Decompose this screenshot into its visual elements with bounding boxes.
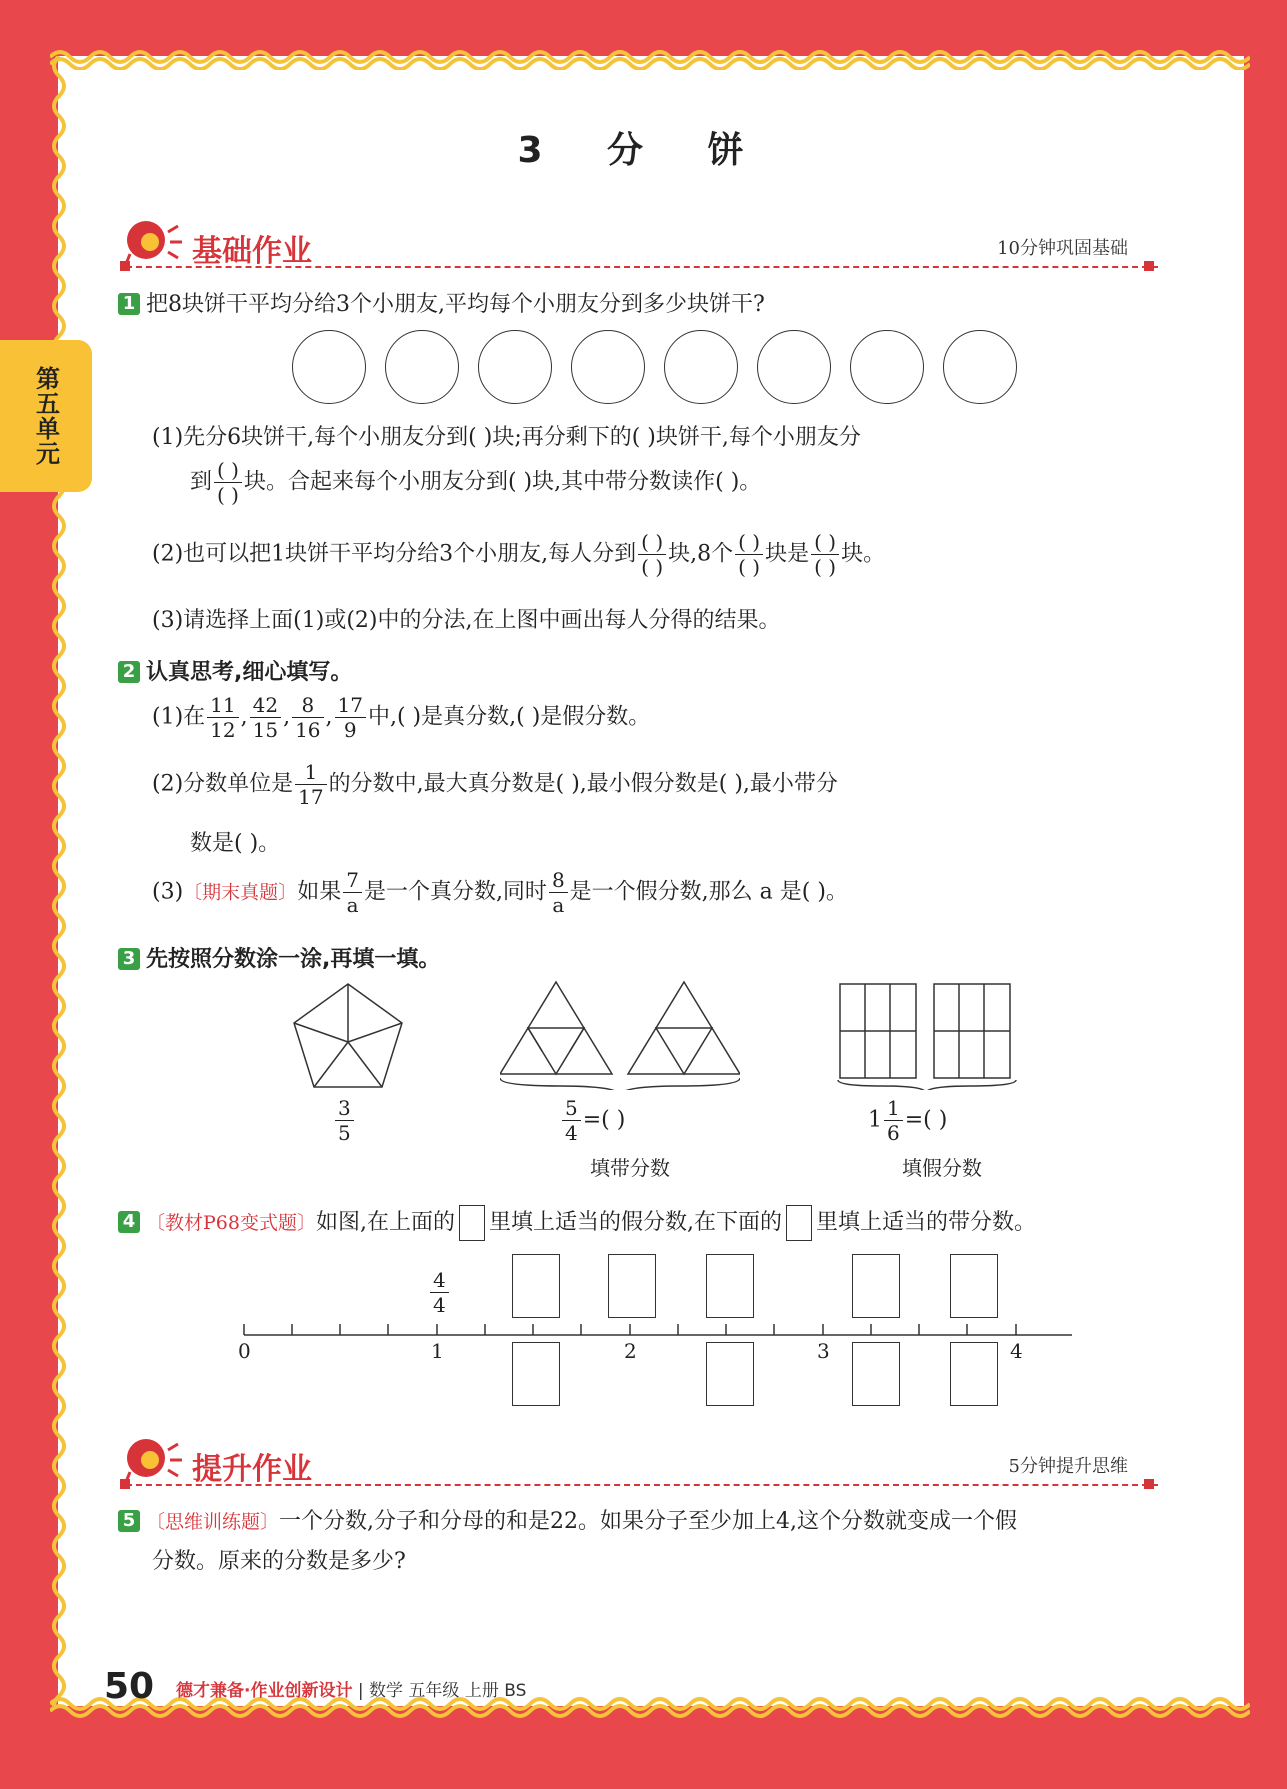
q3-number: 3 bbox=[118, 948, 140, 970]
answer-box-bottom[interactable] bbox=[852, 1342, 900, 1406]
q3-stem: 3 先按照分数涂一涂,再填一填。 bbox=[118, 942, 440, 973]
answer-box-top[interactable] bbox=[852, 1254, 900, 1318]
q5-line1: 5 〔思维训练题〕一个分数,分子和分母的和是22。如果分子至少加上4,这个分数就变成一个假 bbox=[118, 1504, 1017, 1535]
answer-box-bottom[interactable] bbox=[512, 1342, 560, 1406]
q1-part3: (3)请选择上面(1)或(2)中的分法,在上图中画出每人分得的结果。 bbox=[152, 608, 781, 633]
fraction: $\frac{7}{a}$ bbox=[343, 868, 362, 917]
q5-number: 5 bbox=[118, 1510, 140, 1532]
blank-fraction[interactable]: $\frac{( )}{( )}$ bbox=[735, 530, 763, 579]
answer-box-bottom[interactable] bbox=[950, 1342, 998, 1406]
q3-fraction-c: 1 $\frac{1}{6}$ =( ) bbox=[868, 1096, 948, 1145]
fraction: $\frac{42}{15}$ bbox=[250, 693, 281, 742]
tick-label: 4 bbox=[1010, 1339, 1023, 1363]
q4-stem: 4 〔教材P68变式题〕如图,在上面的 里填上适当的假分数,在下面的 里填上适当的带分数。 bbox=[118, 1205, 1036, 1241]
fraction: $\frac{8}{a}$ bbox=[549, 868, 568, 917]
section-header-advanced bbox=[118, 1430, 1158, 1490]
q1-stem: 1 把8块饼干平均分给3个小朋友,平均每个小朋友分到多少块饼干? bbox=[118, 287, 765, 318]
fraction: $\frac{17}{9}$ bbox=[335, 693, 366, 742]
cookie-circle[interactable] bbox=[571, 330, 645, 404]
fraction: $\frac{11}{12}$ bbox=[207, 693, 238, 742]
section-label: 提升作业 bbox=[192, 1452, 312, 1487]
triangles-figure[interactable] bbox=[500, 980, 740, 1090]
q4-number: 4 bbox=[118, 1211, 140, 1233]
answer-box-top[interactable] bbox=[950, 1254, 998, 1318]
answer-box-bottom[interactable] bbox=[706, 1342, 754, 1406]
fraction: $\frac{8}{16}$ bbox=[292, 693, 323, 742]
q1-part2: (2)也可以把1块饼干平均分给3个小朋友,每人分到 $\frac{( )}{( )}$ 块,8个 $\frac{( )}{( )}$ 块是 $\frac{( )}{( )}$ 块。 bbox=[152, 530, 886, 579]
q3-fraction-b: $\frac{5}{4}$ =( ) bbox=[560, 1096, 625, 1145]
q2-part2-cont: 数是( )。 bbox=[190, 831, 281, 856]
blank[interactable]: =( ) bbox=[582, 1107, 626, 1133]
section-header-basic bbox=[118, 212, 1158, 272]
tick-label: 2 bbox=[624, 1339, 637, 1363]
section-time-note: 5分钟提升思维 bbox=[1008, 1456, 1128, 1477]
pentagon-figure[interactable] bbox=[290, 980, 406, 1092]
cookie-circle[interactable] bbox=[385, 330, 459, 404]
box-icon bbox=[459, 1205, 485, 1241]
q3-note-c: 填假分数 bbox=[902, 1156, 982, 1180]
q2-part3: (3)〔期末真题〕如果 $\frac{7}{a}$ 是一个真分数,同时 $\frac{8}{a}$ 是一个假分数,那么 a 是( )。 bbox=[152, 868, 848, 917]
section-time-note: 10分钟巩固基础 bbox=[997, 238, 1128, 259]
cookie-circle[interactable] bbox=[943, 330, 1017, 404]
tick-label: 3 bbox=[817, 1339, 830, 1363]
cookie-circle[interactable] bbox=[478, 330, 552, 404]
blank-fraction[interactable]: $\frac{( )}{( )}$ bbox=[638, 530, 666, 579]
blank[interactable]: =( ) bbox=[904, 1107, 948, 1133]
answer-box-top[interactable] bbox=[608, 1254, 656, 1318]
blank-fraction[interactable]: $\frac{( )}{( )}$ bbox=[811, 530, 839, 579]
bell-icon bbox=[122, 214, 184, 266]
page-number: 50 bbox=[104, 1666, 155, 1707]
cookie-circle[interactable] bbox=[757, 330, 831, 404]
q5-line2: 分数。原来的分数是多少? bbox=[152, 1549, 406, 1574]
q2-number: 2 bbox=[118, 661, 140, 683]
tick-label: 1 bbox=[431, 1339, 444, 1363]
tick-label: 0 bbox=[238, 1339, 251, 1363]
q1-number: 1 bbox=[118, 293, 140, 315]
blank-fraction[interactable]: $\frac{( )}{( )}$ bbox=[214, 458, 242, 507]
q2-stem: 2 认真思考,细心填写。 bbox=[118, 655, 352, 686]
footer-text: 德才兼备·作业创新设计 | 数学 五年级 上册 BS bbox=[176, 1681, 527, 1701]
unit-side-tab: 第五单元 bbox=[0, 340, 92, 492]
q2-part1: (1)在 $\frac{11}{12}$ , $\frac{42}{15}$ , $\frac{8}{16}$ , $\frac{17}{9}$ 中,( )是真分数,( )是假分数。 bbox=[152, 693, 651, 742]
box-icon bbox=[786, 1205, 812, 1241]
q3-fraction-a: $\frac{3}{5}$ bbox=[333, 1096, 356, 1145]
rectangles-figure[interactable] bbox=[836, 982, 1020, 1090]
bell-icon bbox=[122, 1432, 184, 1484]
q3-note-b: 填带分数 bbox=[590, 1156, 670, 1180]
cookie-circle[interactable] bbox=[850, 330, 924, 404]
answer-box-top[interactable] bbox=[512, 1254, 560, 1318]
q1-part1-line1: (1)先分6块饼干,每个小朋友分到( )块;再分剩下的( )块饼干,每个小朋友分 bbox=[152, 425, 861, 450]
page-title: 3 分 饼 bbox=[517, 130, 770, 171]
answer-box-top[interactable] bbox=[706, 1254, 754, 1318]
section-label: 基础作业 bbox=[192, 234, 312, 269]
q2-part2: (2)分数单位是 $\frac{1}{17}$ 的分数中,最大真分数是( ),最小假分数是( ),最小带分 bbox=[152, 760, 838, 809]
number-line-label: $\frac{4}{4}$ bbox=[428, 1268, 451, 1317]
fraction: $\frac{1}{17}$ bbox=[295, 760, 326, 809]
cookie-circle[interactable] bbox=[664, 330, 738, 404]
q1-part1-line2: 到 $\frac{( )}{( )}$ 块。合起来每个小朋友分到( )块,其中带分数读作( )。 bbox=[190, 458, 762, 507]
cookie-circle[interactable] bbox=[292, 330, 366, 404]
